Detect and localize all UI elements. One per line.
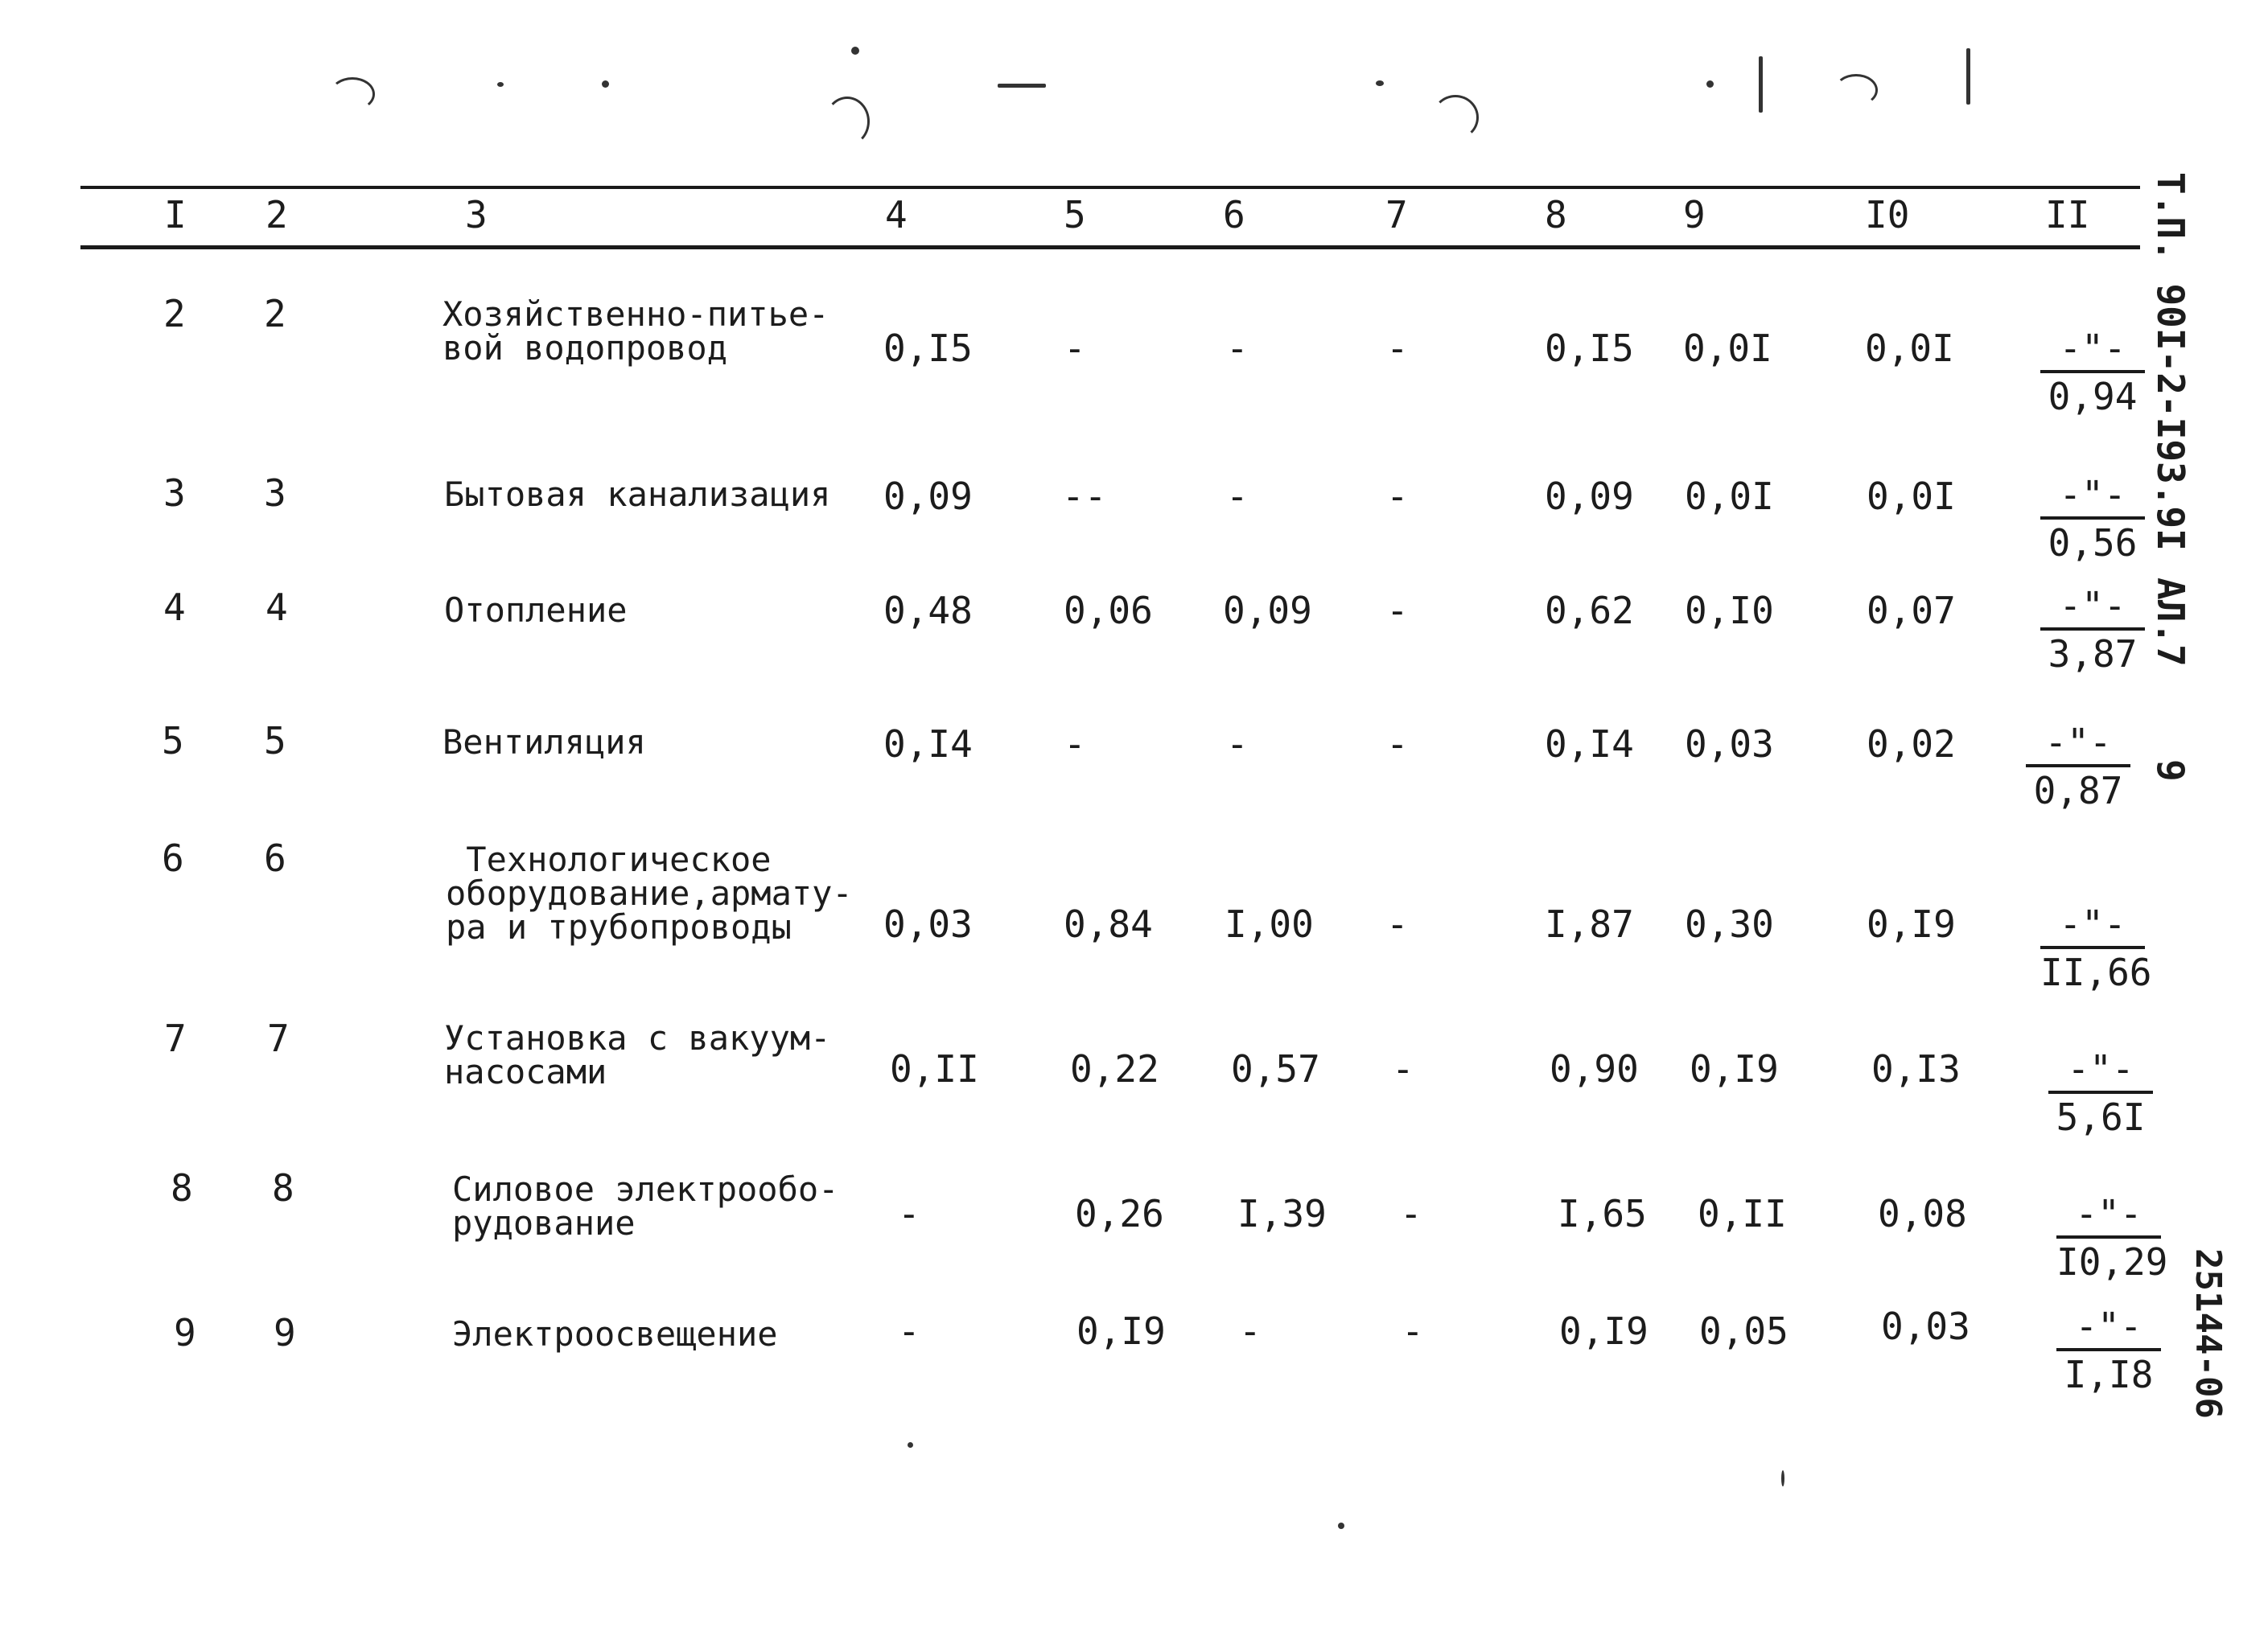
cell-c4: 0,II (890, 1047, 979, 1091)
cell-name: Электроосвещение (452, 1314, 778, 1354)
cell-name: Технологическое оборудование,армату- ра и трубопроводы (446, 840, 853, 947)
column-header-6: 6 (1223, 193, 1245, 236)
cell-c10: 0,0I (1867, 475, 1956, 518)
cell-c8: 0,62 (1545, 589, 1634, 632)
cell-c7: - (1402, 1309, 1424, 1353)
cell-c5: 0,84 (1064, 902, 1153, 946)
cell-c1: 6 (162, 836, 184, 880)
cell-c11 (2040, 902, 2152, 994)
cell-name: Силовое электрообо- рудование (452, 1169, 839, 1243)
cell-c4: 0,03 (883, 902, 973, 946)
cell-c9: 0,03 (1685, 722, 1774, 766)
column-header-10: I0 (1865, 193, 1910, 236)
cell-c11 (2040, 584, 2145, 676)
cell-c5: 0,06 (1064, 589, 1153, 632)
cell-c11-value: 0,56 (2048, 521, 2138, 565)
cell-c8: 0,90 (1550, 1047, 1639, 1091)
column-header-4: 4 (885, 193, 908, 236)
cell-c11 (2040, 473, 2145, 565)
cell-c11-ditto: -"- (2040, 906, 2145, 949)
cell-c10: 0,0I (1865, 327, 1954, 370)
cell-c6: - (1226, 327, 1249, 370)
cell-c7: - (1386, 475, 1409, 518)
cell-c11-value: I0,29 (2056, 1240, 2168, 1284)
column-header-1: I (164, 193, 187, 236)
cell-c11 (2056, 1192, 2168, 1284)
cell-name: Хозяйственно-питье- вой водопровод (442, 294, 829, 368)
cell-name: Отопление (444, 590, 628, 630)
cell-c6: - (1226, 475, 1249, 518)
cell-c7: - (1392, 1047, 1414, 1091)
cell-c6: 0,09 (1223, 589, 1312, 632)
cell-c10: 0,08 (1878, 1192, 1967, 1235)
cell-c6: I,00 (1225, 902, 1314, 946)
cell-c11-ditto: -"- (2056, 1308, 2161, 1351)
cell-c4: 0,09 (883, 475, 973, 518)
cell-c11-ditto: -"- (2040, 330, 2145, 373)
column-header-5: 5 (1064, 193, 1086, 236)
cell-c1: 4 (163, 586, 186, 629)
cell-c2: 9 (274, 1311, 296, 1354)
cell-c9: 0,0I (1683, 327, 1772, 370)
table-header-rule (80, 245, 2140, 249)
cell-c4: - (898, 1309, 920, 1353)
cell-c7: - (1386, 589, 1409, 632)
column-header-8: 8 (1545, 193, 1567, 236)
cell-name: Вентиляция (442, 722, 646, 762)
cell-c11 (2040, 327, 2145, 418)
cell-c4: - (898, 1192, 920, 1235)
cell-c5: 0,I9 (1076, 1309, 1166, 1353)
cell-c11 (2026, 721, 2130, 812)
cell-c1: 3 (163, 471, 186, 515)
column-header-7: 7 (1385, 193, 1408, 236)
cell-c2: 5 (264, 719, 286, 763)
cell-c7: - (1386, 902, 1409, 946)
cell-c11-value: 5,6I (2056, 1095, 2146, 1139)
cell-c9: 0,05 (1699, 1309, 1788, 1353)
cell-c11 (2048, 1047, 2153, 1139)
cell-c10: 0,I3 (1871, 1047, 1961, 1091)
cell-c1: 2 (163, 292, 186, 335)
cell-c2: 7 (267, 1017, 290, 1060)
cell-c6: 0,57 (1231, 1047, 1320, 1091)
project-code-label: Т.П. 90I-2-I93.9I (2149, 172, 2192, 551)
cell-c2: 4 (265, 586, 288, 629)
cell-c7: - (1386, 327, 1409, 370)
cell-c11-ditto: -"- (2048, 1050, 2153, 1094)
cell-c11-value: 0,87 (2033, 769, 2123, 812)
column-header-3: 3 (465, 193, 488, 236)
cell-c1: 8 (171, 1166, 193, 1210)
table-top-rule (80, 186, 2140, 189)
cell-c2: 2 (264, 292, 286, 335)
cell-c2: 3 (264, 471, 286, 515)
cell-c1: 9 (174, 1311, 196, 1354)
cell-c9: 0,I0 (1685, 589, 1774, 632)
column-header-11: II (2045, 193, 2090, 236)
cell-c4: 0,I4 (883, 722, 973, 766)
cell-c10: 0,07 (1867, 589, 1956, 632)
column-header-9: 9 (1683, 193, 1706, 236)
page-number: 9 (2149, 759, 2192, 782)
cell-c8: 0,09 (1545, 475, 1634, 518)
cell-c7: - (1386, 722, 1409, 766)
cell-c5: 0,22 (1070, 1047, 1159, 1091)
cell-c4: 0,48 (883, 589, 973, 632)
cell-c11-value: 0,94 (2048, 375, 2138, 418)
cell-c8: 0,I9 (1559, 1309, 1649, 1353)
cell-c8: I,87 (1545, 902, 1634, 946)
cell-c1: 5 (162, 719, 184, 763)
cell-c4: 0,I5 (883, 327, 973, 370)
cell-c8: I,65 (1558, 1192, 1647, 1235)
cell-name: Установка с вакуум- насосами (444, 1018, 831, 1091)
cell-c11-ditto: -"- (2040, 587, 2145, 631)
cell-c1: 7 (164, 1017, 187, 1060)
cell-c11-value: 3,87 (2048, 632, 2138, 676)
cell-c9: 0,30 (1685, 902, 1774, 946)
cell-c11-value: I,I8 (2064, 1353, 2154, 1396)
cell-c5: 0,26 (1075, 1192, 1164, 1235)
cell-c10: 0,03 (1881, 1305, 1970, 1348)
inventory-number: 25144-06 (2188, 1248, 2229, 1419)
cell-c5: - (1064, 327, 1086, 370)
cell-c2: 8 (272, 1166, 294, 1210)
cell-c6: I,39 (1237, 1192, 1327, 1235)
cell-c9: 0,II (1698, 1192, 1787, 1235)
cell-name: Бытовая канализация (444, 475, 831, 514)
cell-c2: 6 (264, 836, 286, 880)
cell-c11-ditto: -"- (2056, 1195, 2161, 1239)
cell-c6: - (1226, 722, 1249, 766)
cell-c9: 0,I9 (1690, 1047, 1779, 1091)
cell-c11-ditto: -"- (2040, 476, 2145, 520)
cell-c9: 0,0I (1685, 475, 1774, 518)
cell-c11 (2056, 1305, 2161, 1396)
cell-c5: -- (1062, 475, 1107, 518)
cell-c8: 0,I4 (1545, 722, 1634, 766)
cell-c5: - (1064, 722, 1086, 766)
cell-c7: - (1400, 1192, 1422, 1235)
cell-c10: 0,I9 (1867, 902, 1956, 946)
cell-c11-ditto: -"- (2026, 724, 2130, 767)
album-label: АЛ.7 (2149, 578, 2192, 667)
cell-c6: - (1239, 1309, 1262, 1353)
cell-c10: 0,02 (1867, 722, 1956, 766)
column-header-2: 2 (265, 193, 288, 236)
cell-c8: 0,I5 (1545, 327, 1634, 370)
cell-c11-value: II,66 (2040, 951, 2152, 994)
